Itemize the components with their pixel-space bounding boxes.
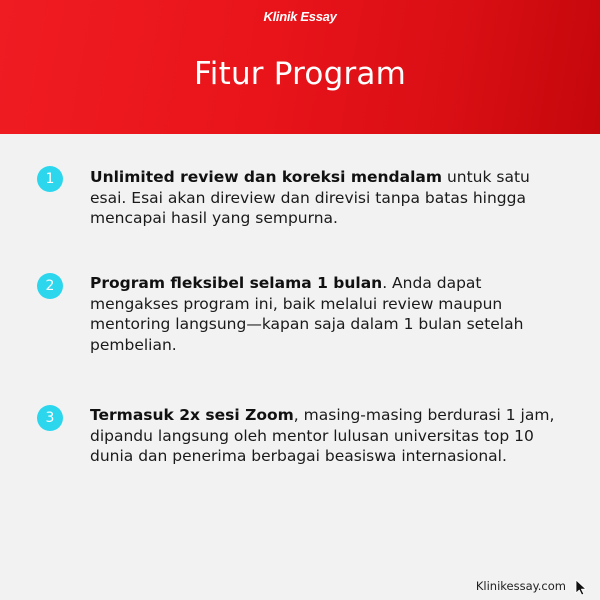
feature-2-description: . Anda dapat mengakses program ini, baik melalui review maupun mentoring langsung—kapan saja dalam 1 bulan setelah pembelian. — [90, 274, 524, 354]
feature-item-3 — [90, 405, 570, 467]
feature-item-1 — [90, 167, 570, 229]
feature-number-badge-3: 3 — [37, 405, 63, 431]
feature-1-description: untuk satu esai. Esai akan direview dan direvisi tanpa batas hingga mencapai hasil yang sempurna. — [90, 168, 530, 227]
feature-item-2 — [90, 273, 570, 355]
header-banner — [0, 0, 600, 134]
feature-2-highlight: Program fleksibel selama 1 bulan — [90, 274, 383, 292]
cursor-arrow-icon — [575, 579, 589, 596]
feature-3-highlight: Termasuk 2x sesi Zoom — [90, 406, 294, 424]
feature-3-description: , masing-masing berdurasi 1 jam, dipandu langsung oleh mentor lulusan universitas top 10 dunia dan penerima berbagai beasiswa internasional. — [90, 406, 555, 465]
brand-logo-text: Klinik Essay — [263, 9, 337, 24]
feature-number-badge-2: 2 — [37, 273, 63, 299]
feature-number-badge-1: 1 — [37, 166, 63, 192]
page-title: Fitur Program — [194, 56, 406, 92]
feature-1-highlight: Unlimited review dan koreksi mendalam — [90, 168, 443, 186]
website-link[interactable]: Klinikessay.com — [475, 579, 566, 593]
